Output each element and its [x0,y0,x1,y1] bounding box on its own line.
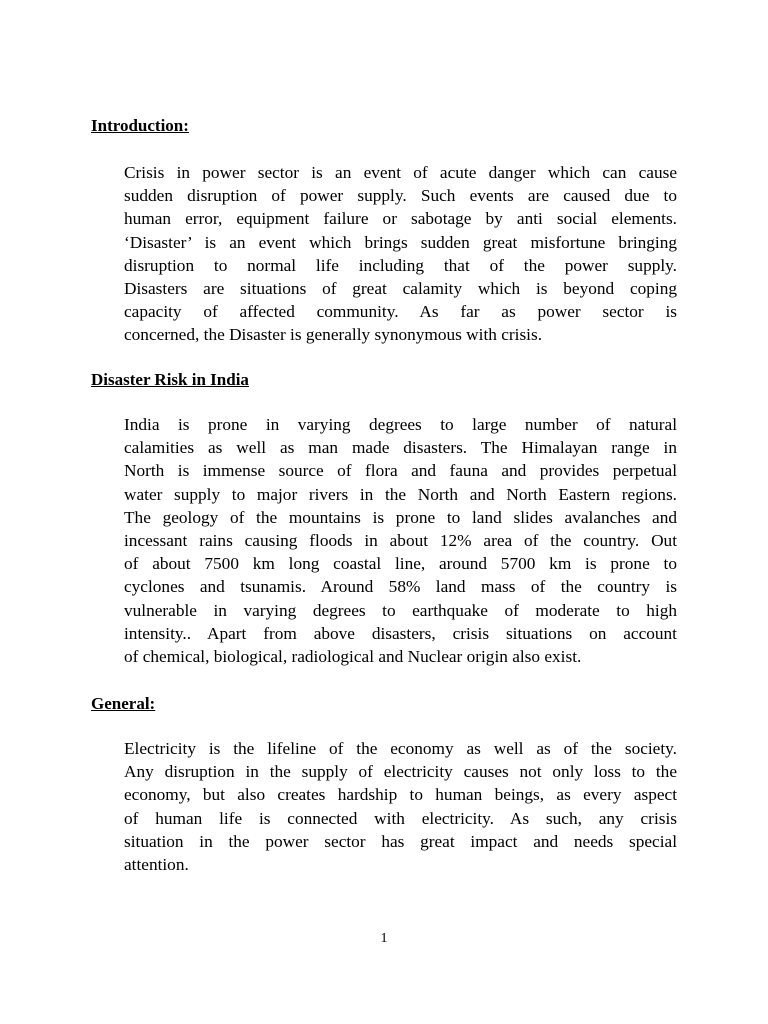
text-line: intensity.. Apart from above disasters, crisis situations on account [124,623,677,643]
text-line: incessant rains causing floods in about 12% area of the country. Out [124,530,677,550]
text-line: of human life is connected with electricity. As such, any crisis [124,808,677,828]
text-line: Any disruption in the supply of electricity causes not only loss to the [124,762,677,782]
text-line: human error, equipment failure or sabotage by anti social elements. [124,209,677,229]
text-line: calamities as well as man made disasters. The Himalayan range in [124,438,677,458]
text-line: capacity of affected community. As far as power sector is [124,302,677,322]
page-number: 1 [380,931,388,946]
text-line: economy, but also creates hardship to human beings, as every aspect [124,785,677,805]
text-line: concerned, the Disaster is generally synonymous with crisis. [124,325,543,345]
text-line: attention. [124,854,189,874]
text-line: situation in the power sector has great impact and needs special [124,831,677,851]
heading-introduction: Introduction: [91,116,189,135]
text-line: North is immense source of flora and fauna and provides perpetual [124,461,677,481]
text-line: of about 7500 km long coastal line, around 5700 km is prone to [124,554,677,574]
paragraph-disaster-risk-in-india [124,413,677,668]
text-line: vulnerable in varying degrees to earthquake of moderate to high [124,600,677,620]
text-line: cyclones and tsunamis. Around 58% land mass of the country is [124,577,677,597]
text-line: sudden disruption of power supply. Such events are caused due to [124,186,677,206]
text-line: ‘Disaster’ is an event which brings sudden great misfortune bringing [124,232,677,252]
paragraph-general [124,737,677,876]
heading-disaster-risk-in-india: Disaster Risk in India [91,370,249,389]
text-line: India is prone in varying degrees to large number of natural [124,415,677,434]
heading-general: General: [91,694,156,713]
text-line: Disasters are situations of great calamity which is beyond coping [124,278,677,298]
text-line: Crisis in power sector is an event of acute danger which can cause [124,163,677,182]
text-line: Electricity is the lifeline of the economy as well as of the society. [124,739,677,758]
paragraph-introduction [124,161,677,347]
text-line: disruption to normal life including that of the power supply. [124,255,677,275]
text-line: of chemical, biological, radiological and Nuclear origin also exist. [124,646,582,666]
text-line: water supply to major rivers in the North and North Eastern regions. [124,484,677,504]
text-line: The geology of the mountains is prone to land slides avalanches and [124,507,677,527]
